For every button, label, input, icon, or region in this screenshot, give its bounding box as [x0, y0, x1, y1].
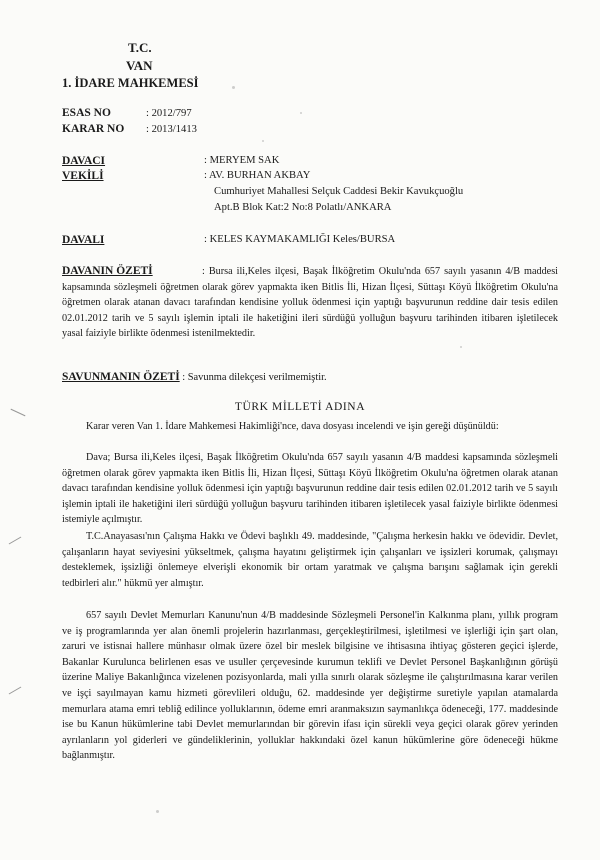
body-paragraph-2: Dava; Bursa ili,Keles ilçesi, Başak İlköğretim Okulu'nda 657 sayılı yasanın 4/B maddesi kapsamında sözleşmeli öğretmen olarak görev yapmakta iken Bitlis İli, Hizan İlçesi, Süttaşı Köyü İlköğretim Okulu'na öğretmen olarak atanan davacı tarafından kendisine yolluk ödenmesi için yaptığı başvurunun reddine dair tesis edilen 02.01.2012 tarih ve 5 sayılı işlemin iptali ile haketiğini ileri sürdüğü yolluğun başvuru tarihinden itibaren işletilecek yasal faiziyle birlikte ödenmesi istemiyle açılmıştır.	[62, 452, 558, 526]
karar-label: KARAR NO	[62, 123, 125, 135]
body-paragraph-3: T.C.Anayasası'nın Çalışma Hakkı ve Ödevi başlıklı 49. maddesinde, "Çalışma herkesin hakkı ve ödevidir. Devlet, çalışanların hayat seviyesini yükseltmek, çalışma hayatını geliştirmek için çalışanları ve işsizleri korumak, çalışmayı desteklemek, işsizliği önlemeye elverişli ekonomik bir ortam yaratmak ve çalışma barışını sağlamak için gerekli tedbirleri alır." hükmü yer almıştır.	[62, 531, 558, 589]
karar-value: : 2013/1413	[146, 124, 197, 135]
address-line-1: Cumhuriyet Mahallesi Selçuk Caddesi Bekir Kavukçuoğlu	[214, 186, 464, 197]
defense-summary	[62, 371, 327, 383]
header-city: VAN	[126, 58, 153, 73]
body-paragraph-1: Karar veren Van 1. İdare Mahkemesi Hakimliği'nce, dava dosyası incelendi ve işin gereği düşünüldü:	[86, 421, 499, 432]
scan-speck	[262, 140, 264, 142]
davaci-label: DAVACI	[62, 155, 106, 167]
summary-text: : Bursa ili,Keles ilçesi, Başak İlköğretim Okulu'nda 657 sayılı yasanın 4/B maddesi kapsamında sözleşmeli öğretmen olarak görev yapmakta iken Bitlis İli, Hizan İlçesi, Süttaşı Köyü İlköğretim Okulu'na öğretmen olarak atanan davacı tarafından kendisine yolluk ödenmesi için yaptığı başvurunun reddine dair tesis edilen 02.01.2012 tarih ve 5 sayılı işlemin iptali ile haketiğini ileri sürdüğü yolluğun başvuru tarihinden itibaren işletilecek yasal faiziyle birlikte ödenmesi istenilmektedir.	[62, 266, 558, 340]
document-title: TÜRK MİLLETİ ADINA	[234, 401, 366, 413]
defense-label: SAVUNMANIN ÖZETİ	[62, 371, 180, 383]
scan-speck	[156, 810, 159, 813]
esas-label: ESAS NO	[62, 107, 111, 119]
case-summary	[62, 264, 558, 342]
scan-speck	[300, 112, 302, 114]
header-tc: T.C.	[128, 40, 152, 55]
summary-label: DAVANIN ÖZETİ	[62, 265, 153, 277]
davali-label: DAVALI	[62, 234, 105, 246]
margin-mark	[9, 687, 22, 695]
vekili-label: VEKİLİ	[62, 170, 104, 182]
body-paragraph-4: 657 sayılı Devlet Memurları Kanunu'nun 4/B maddesinde Sözleşmeli Personel'in Kalkınma planı, yıllık program ve iş programlarında yer alan önemli projelerin hazırlanması, gerçekleştirilmesi, işletilmesi ve işlerliği için şart olan, zaruri ve istisnai hallere münhasır olmak üzere özel bir meslek bilgisine ve ihtisasına ihtiyaç gösteren geçici işlerde, Bakanlar Kurulunca belirlenen esas ve usuller çerçevesinde kurumun teklifi ve Devlet Personel Başkanlığının görüşü üzerine Maliye Bakanlığınca vizelenen pozisyonlarda, mali yılla sınırlı olarak sözleşme ile çalıştırılmasına karar verilen ve işçi sayılmayan kamu hizmeti görevlileri olduğu, 62. maddesinde yer değiştirme suretiyle yapılan atamalarda memurlara atama emri tebliğ edilince yolluklarının, ödeme emri aranmaksızın saymanlıkça ödeneceği, 177. maddesinde ise bu Kanun hükümlerine tabi Devlet memurlarından bir görevin ifası için sürekli veya geçici olarak görev yerinden ayrılanların yol giderleri ve gündeliklerinin, yolluklar hakkındaki özel kanun hükümlerine göre ödeneceği hükme bağlanmıştır.	[62, 610, 558, 762]
margin-mark	[9, 537, 22, 545]
esas-value: : 2012/797	[146, 108, 192, 119]
scan-speck	[232, 86, 235, 89]
davali-value: : KELES KAYMAKAMLIĞI Keles/BURSA	[204, 234, 396, 245]
defense-text: : Savunma dilekçesi verilmemiştir.	[182, 372, 327, 383]
header-court: 1. İDARE MAHKEMESİ	[62, 76, 199, 90]
address-line-2: Apt.B Blok Kat:2 No:8 Polatlı/ANKARA	[214, 202, 392, 213]
vekili-value: : AV. BURHAN AKBAY	[204, 170, 311, 181]
davaci-value: : MERYEM SAK	[204, 155, 280, 166]
scan-speck	[460, 346, 462, 348]
